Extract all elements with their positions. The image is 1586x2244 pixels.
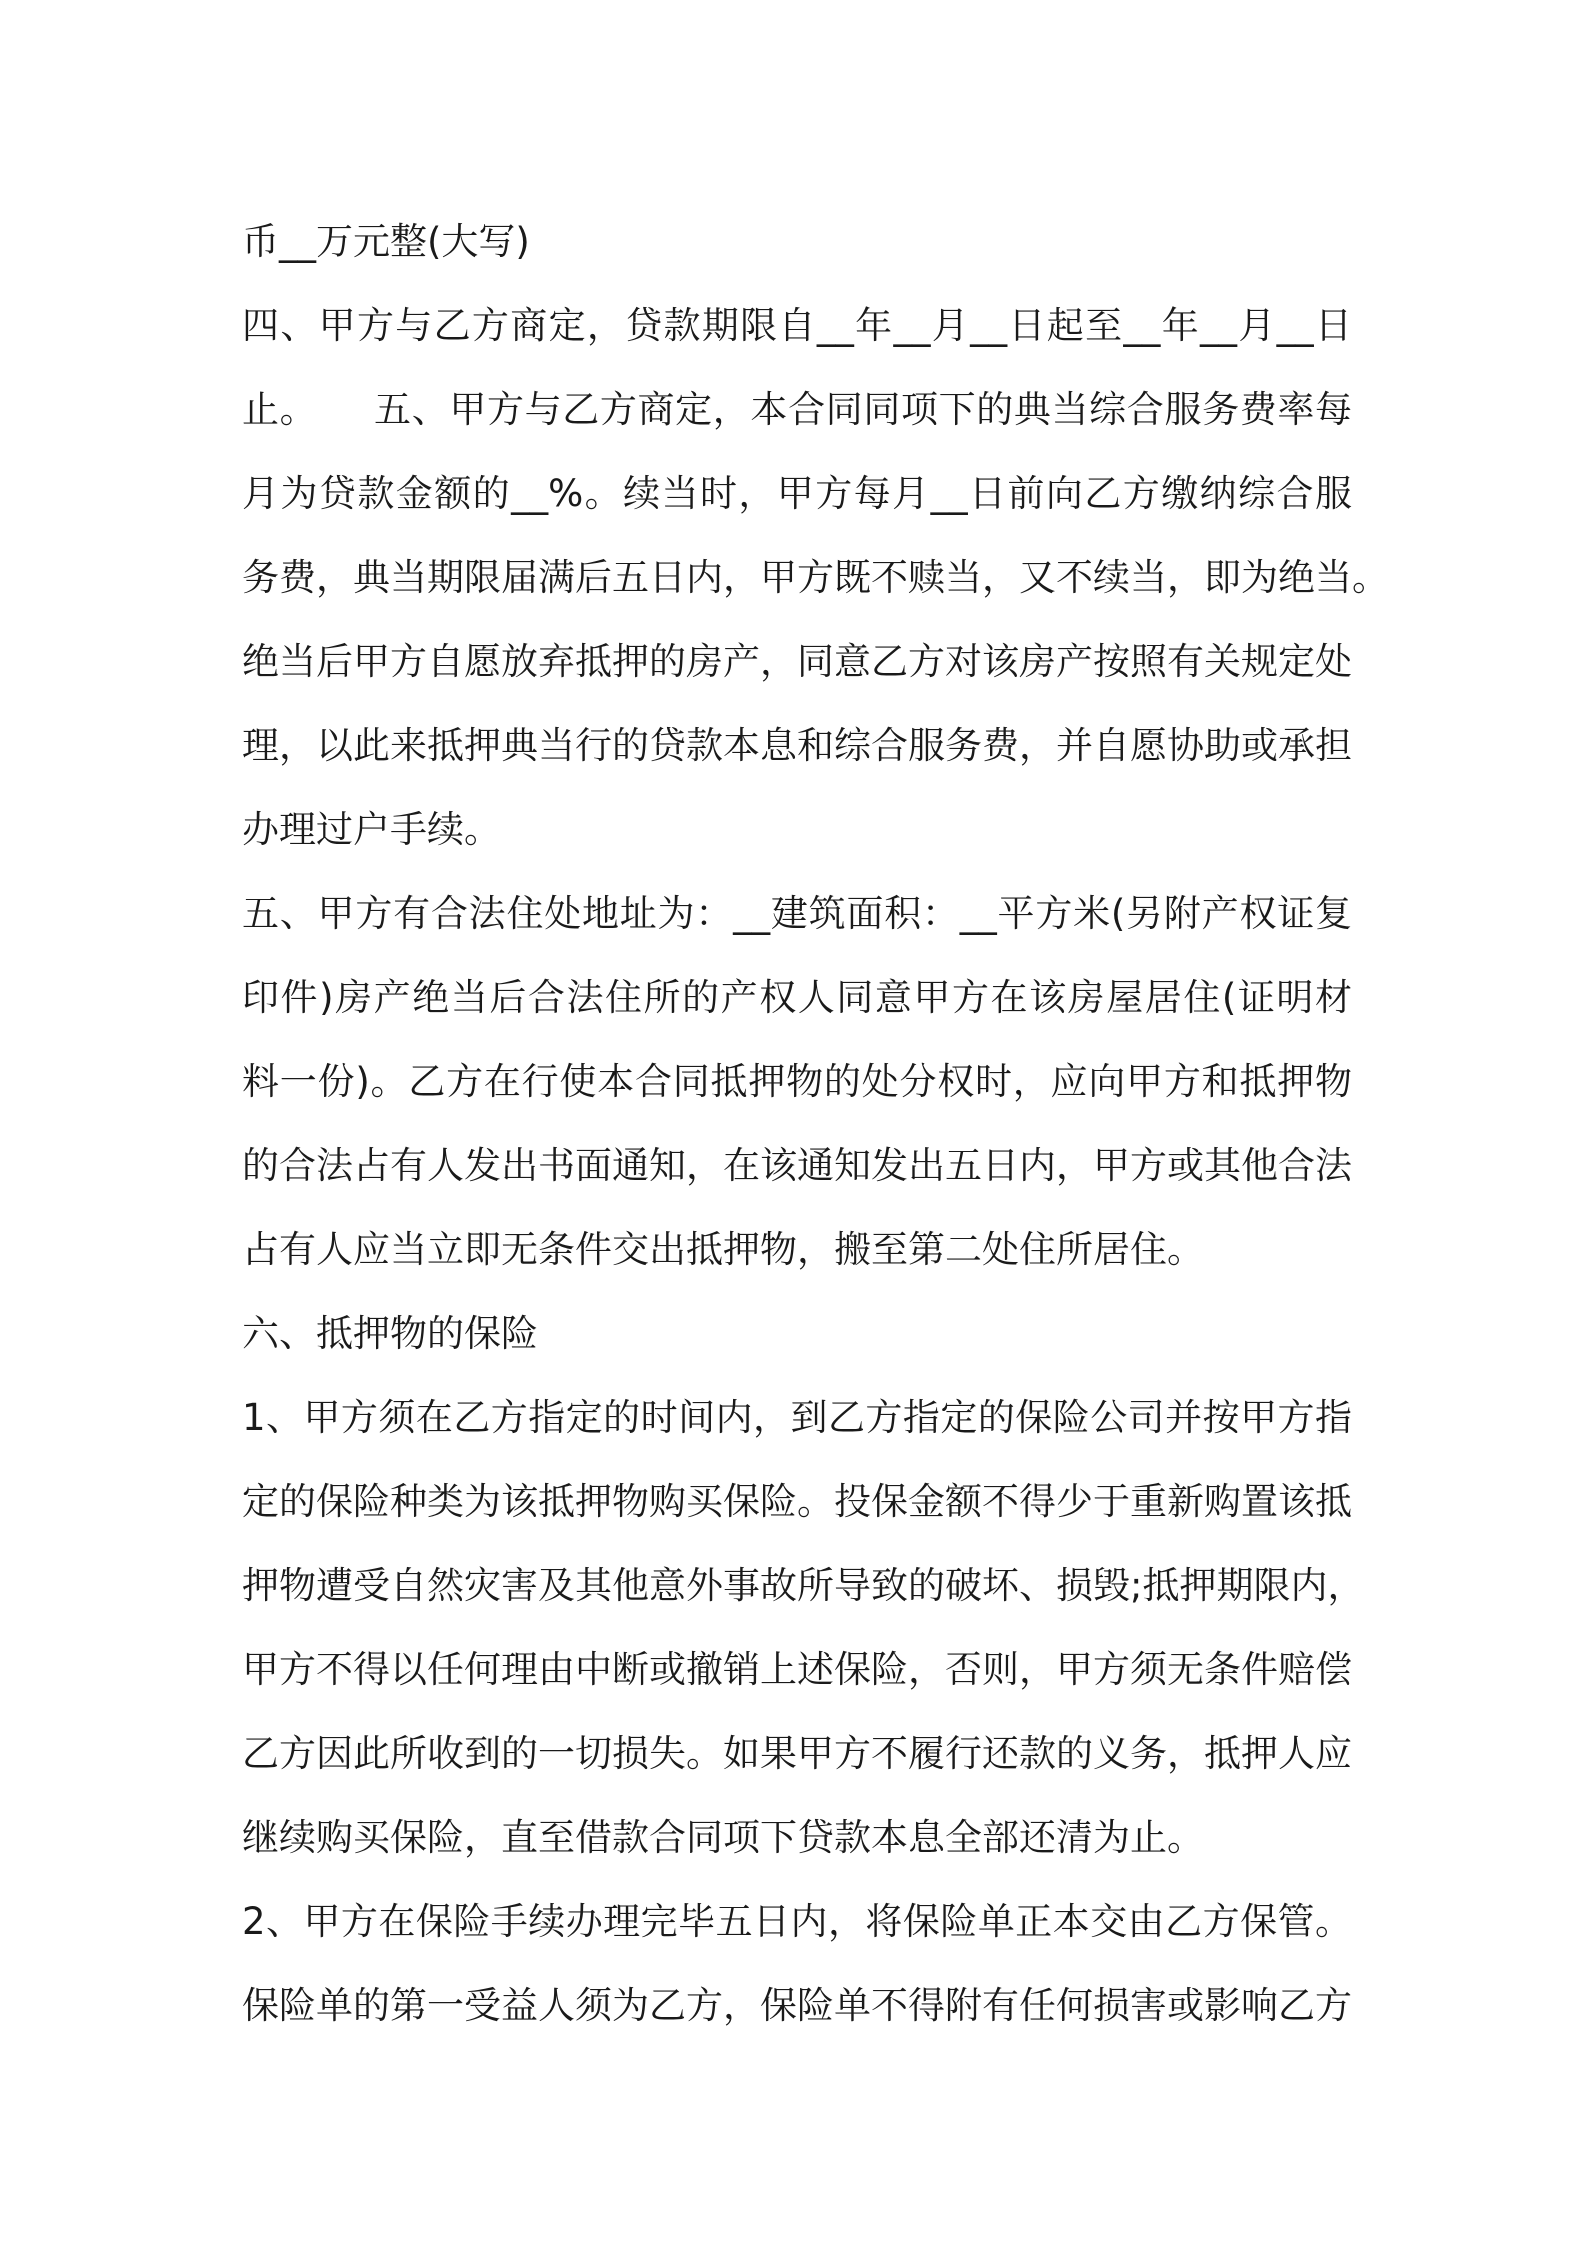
section-heading: 六、抵押物的保险 (242, 1312, 538, 1355)
text-line: 料一份)。乙方在行使本合同抵押物的处分权时，应向甲方和抵押物 (242, 1060, 1352, 1103)
text-line: 理，以此来抵押典当行的贷款本息和综合服务费，并自愿协助或承担 (242, 724, 1352, 767)
text-line: 甲方不得以任何理由中断或撤销上述保险，否则，甲方须无条件赔偿 (242, 1648, 1352, 1691)
text-line: 的合法占有人发出书面通知，在该通知发出五日内，甲方或其他合法 (242, 1144, 1352, 1187)
text-line: 月为贷款金额的__%。续当时，甲方每月__日前向乙方缴纳综合服 (242, 472, 1352, 515)
document-body (242, 200, 1389, 2048)
text-line: 继续购买保险，直至借款合同项下贷款本息全部还清为止。 (242, 1816, 1204, 1859)
text-line: 办理过户手续。 (242, 808, 501, 851)
text-line: 务费，典当期限届满后五日内，甲方既不赎当，又不续当，即为绝当。 (242, 556, 1389, 599)
text-line: 押物遭受自然灾害及其他意外事故所导致的破坏、损毁;抵押期限内， (242, 1564, 1365, 1607)
text-line: 四、甲方与乙方商定，贷款期限自__年__月__日起至__年__月__日 (242, 304, 1352, 347)
text-line: 止。 五、甲方与乙方商定，本合同同项下的典当综合服务费率每 (242, 388, 1352, 431)
text-line: 印件)房产绝当后合法住所的产权人同意甲方在该房屋居住(证明材 (242, 976, 1352, 1019)
text-line: 绝当后甲方自愿放弃抵押的房产，同意乙方对该房产按照有关规定处 (242, 640, 1352, 683)
text-line: 五、甲方有合法住处地址为：__建筑面积：__平方米(另附产权证复 (242, 892, 1352, 935)
text-line: 占有人应当立即无条件交出抵押物，搬至第二处住所居住。 (242, 1228, 1204, 1271)
text-line: 保险单的第一受益人须为乙方，保险单不得附有任何损害或影响乙方 (242, 1984, 1352, 2027)
text-line: 乙方因此所收到的一切损失。如果甲方不履行还款的义务，抵押人应 (242, 1732, 1352, 1775)
text-line: 币__万元整(大写) (242, 220, 530, 263)
text-line: 定的保险种类为该抵押物购买保险。投保金额不得少于重新购置该抵 (242, 1480, 1352, 1523)
text-line: 2、甲方在保险手续办理完毕五日内，将保险单正本交由乙方保管。 (242, 1900, 1352, 1943)
text-line: 1、甲方须在乙方指定的时间内，到乙方指定的保险公司并按甲方指 (242, 1396, 1352, 1439)
